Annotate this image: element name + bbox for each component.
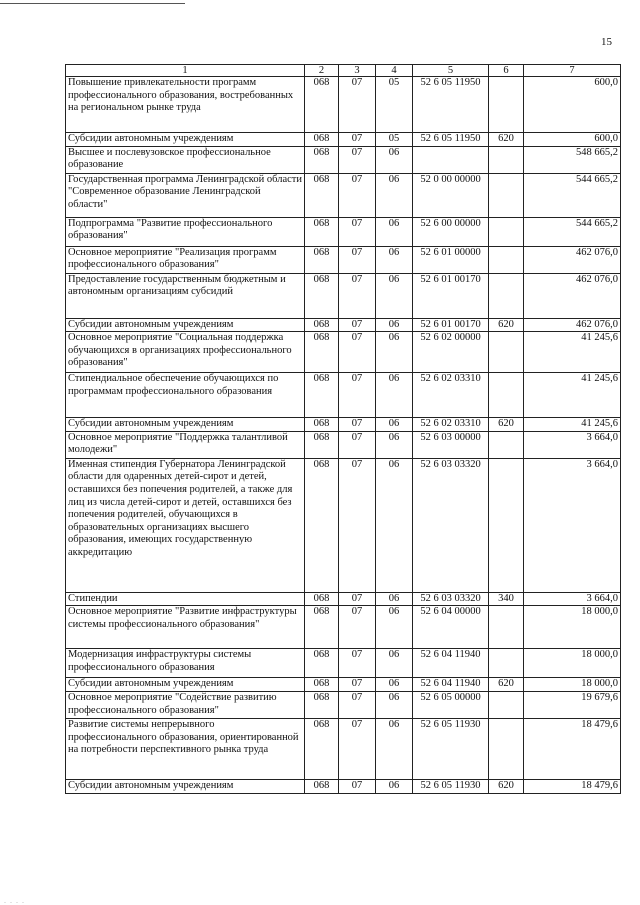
target-article-cell: 52 6 05 11950 — [413, 133, 489, 147]
column-header: 3 — [339, 65, 376, 77]
target-article-cell: 52 6 02 03310 — [413, 418, 489, 432]
expense-type-cell: 340 — [489, 592, 524, 606]
expense-type-cell: 620 — [489, 779, 524, 793]
expense-type-cell: 620 — [489, 678, 524, 692]
target-article-cell: 52 6 04 00000 — [413, 606, 489, 649]
row-name-cell: Субсидии автономным учреждениям — [66, 318, 305, 332]
column-header: 2 — [305, 65, 339, 77]
section-code-cell: 07 — [339, 246, 376, 273]
section-code-cell: 07 — [339, 779, 376, 793]
target-article-cell — [413, 146, 489, 173]
row-name-cell: Подпрограмма "Развитие профессионального образования" — [66, 217, 305, 246]
scan-artifact: . . . . — [4, 896, 25, 905]
row-name-cell: Модернизация инфраструктуры системы профессионального образования — [66, 649, 305, 678]
section-code-cell: 07 — [339, 217, 376, 246]
expense-type-cell: 620 — [489, 318, 524, 332]
table-row — [66, 458, 621, 592]
row-name-cell: Основное мероприятие "Социальная поддержка обучающихся в организациях профессионального образования" — [66, 332, 305, 373]
ministry-code-cell: 068 — [305, 691, 339, 718]
amount-cell: 548 665,2 — [524, 146, 621, 173]
expense-type-cell — [489, 373, 524, 418]
expense-type-cell — [489, 691, 524, 718]
column-header: 6 — [489, 65, 524, 77]
subsection-code-cell: 06 — [376, 718, 413, 779]
amount-cell: 3 664,0 — [524, 458, 621, 592]
subsection-code-cell: 05 — [376, 77, 413, 133]
target-article-cell: 52 0 00 00000 — [413, 173, 489, 217]
row-name-cell: Повышение привлекательности программ профессионального образования, востребованных на региональном рынке труда — [66, 77, 305, 133]
amount-cell: 41 245,6 — [524, 418, 621, 432]
row-name-cell: Субсидии автономным учреждениям — [66, 418, 305, 432]
target-article-cell: 52 6 03 03320 — [413, 592, 489, 606]
target-article-cell: 52 6 01 00170 — [413, 318, 489, 332]
target-article-cell: 52 6 02 03310 — [413, 373, 489, 418]
table-row — [66, 318, 621, 332]
ministry-code-cell: 068 — [305, 332, 339, 373]
section-code-cell: 07 — [339, 649, 376, 678]
table-row — [66, 592, 621, 606]
ministry-code-cell: 068 — [305, 458, 339, 592]
expense-type-cell — [489, 458, 524, 592]
ministry-code-cell: 068 — [305, 418, 339, 432]
table-row — [66, 373, 621, 418]
expense-type-cell — [489, 649, 524, 678]
amount-cell: 19 679,6 — [524, 691, 621, 718]
row-name-cell: Основное мероприятие "Содействие развитию профессионального образования" — [66, 691, 305, 718]
expense-type-cell — [489, 606, 524, 649]
top-rule — [0, 3, 185, 4]
ministry-code-cell: 068 — [305, 606, 339, 649]
section-code-cell: 07 — [339, 718, 376, 779]
amount-cell: 18 000,0 — [524, 649, 621, 678]
ministry-code-cell: 068 — [305, 779, 339, 793]
amount-cell: 18 479,6 — [524, 718, 621, 779]
table-row — [66, 678, 621, 692]
row-name-cell: Государственная программа Ленинградской области "Современное образование Ленинградской области" — [66, 173, 305, 217]
table-row — [66, 77, 621, 133]
row-name-cell: Стипендии — [66, 592, 305, 606]
section-code-cell: 07 — [339, 458, 376, 592]
amount-cell: 462 076,0 — [524, 246, 621, 273]
amount-cell: 41 245,6 — [524, 373, 621, 418]
amount-cell: 544 665,2 — [524, 217, 621, 246]
subsection-code-cell: 05 — [376, 133, 413, 147]
table-row — [66, 418, 621, 432]
row-name-cell: Субсидии автономным учреждениям — [66, 133, 305, 147]
section-code-cell: 07 — [339, 431, 376, 458]
amount-cell: 3 664,0 — [524, 592, 621, 606]
amount-cell: 600,0 — [524, 77, 621, 133]
amount-cell: 462 076,0 — [524, 318, 621, 332]
amount-cell: 18 000,0 — [524, 678, 621, 692]
ministry-code-cell: 068 — [305, 173, 339, 217]
table-row — [66, 146, 621, 173]
amount-cell: 41 245,6 — [524, 332, 621, 373]
amount-cell: 462 076,0 — [524, 273, 621, 318]
subsection-code-cell: 06 — [376, 217, 413, 246]
expense-type-cell: 620 — [489, 418, 524, 432]
page-number: 15 — [601, 36, 612, 48]
ministry-code-cell: 068 — [305, 246, 339, 273]
row-name-cell: Развитие системы непрерывного профессионального образования, ориентированной на потребности перспективного рынка труда — [66, 718, 305, 779]
section-code-cell: 07 — [339, 146, 376, 173]
ministry-code-cell: 068 — [305, 592, 339, 606]
table-row — [66, 332, 621, 373]
row-name-cell: Субсидии автономным учреждениям — [66, 678, 305, 692]
table-row — [66, 246, 621, 273]
section-code-cell: 07 — [339, 332, 376, 373]
row-name-cell: Предоставление государственным бюджетным и автономным организациям субсидий — [66, 273, 305, 318]
target-article-cell: 52 6 03 03320 — [413, 458, 489, 592]
column-header: 4 — [376, 65, 413, 77]
subsection-code-cell: 06 — [376, 146, 413, 173]
ministry-code-cell: 068 — [305, 678, 339, 692]
ministry-code-cell: 068 — [305, 273, 339, 318]
section-code-cell: 07 — [339, 606, 376, 649]
section-code-cell: 07 — [339, 173, 376, 217]
header-row — [66, 65, 621, 77]
amount-cell: 18 479,6 — [524, 779, 621, 793]
section-code-cell: 07 — [339, 318, 376, 332]
subsection-code-cell: 06 — [376, 649, 413, 678]
ministry-code-cell: 068 — [305, 318, 339, 332]
amount-cell: 544 665,2 — [524, 173, 621, 217]
expense-type-cell — [489, 332, 524, 373]
amount-cell: 600,0 — [524, 133, 621, 147]
subsection-code-cell: 06 — [376, 606, 413, 649]
expense-type-cell — [489, 173, 524, 217]
expense-type-cell — [489, 431, 524, 458]
row-name-cell: Высшее и послевузовское профессиональное образование — [66, 146, 305, 173]
subsection-code-cell: 06 — [376, 373, 413, 418]
subsection-code-cell: 06 — [376, 318, 413, 332]
section-code-cell: 07 — [339, 418, 376, 432]
ministry-code-cell: 068 — [305, 146, 339, 173]
section-code-cell: 07 — [339, 77, 376, 133]
ministry-code-cell: 068 — [305, 718, 339, 779]
row-name-cell: Стипендиальное обеспечение обучающихся по программам профессионального образования — [66, 373, 305, 418]
target-article-cell: 52 6 01 00000 — [413, 246, 489, 273]
table-row — [66, 431, 621, 458]
table-row — [66, 273, 621, 318]
subsection-code-cell: 06 — [376, 246, 413, 273]
section-code-cell: 07 — [339, 273, 376, 318]
column-header: 5 — [413, 65, 489, 77]
subsection-code-cell: 06 — [376, 458, 413, 592]
ministry-code-cell: 068 — [305, 373, 339, 418]
budget-table — [65, 64, 621, 794]
section-code-cell: 07 — [339, 133, 376, 147]
target-article-cell: 52 6 05 11950 — [413, 77, 489, 133]
target-article-cell: 52 6 02 00000 — [413, 332, 489, 373]
expense-type-cell — [489, 146, 524, 173]
subsection-code-cell: 06 — [376, 592, 413, 606]
target-article-cell: 52 6 05 00000 — [413, 691, 489, 718]
table-row — [66, 718, 621, 779]
target-article-cell: 52 6 04 11940 — [413, 678, 489, 692]
row-name-cell: Субсидии автономным учреждениям — [66, 779, 305, 793]
target-article-cell: 52 6 01 00170 — [413, 273, 489, 318]
section-code-cell: 07 — [339, 691, 376, 718]
column-header: 1 — [66, 65, 305, 77]
ministry-code-cell: 068 — [305, 217, 339, 246]
target-article-cell: 52 6 05 11930 — [413, 779, 489, 793]
subsection-code-cell: 06 — [376, 678, 413, 692]
target-article-cell: 52 6 00 00000 — [413, 217, 489, 246]
row-name-cell: Основное мероприятие "Развитие инфраструктуры системы профессионального образования" — [66, 606, 305, 649]
target-article-cell: 52 6 03 00000 — [413, 431, 489, 458]
ministry-code-cell: 068 — [305, 431, 339, 458]
table-row — [66, 133, 621, 147]
row-name-cell: Именная стипендия Губернатора Ленинградской области для одаренных детей-сирот и детей, оставшихся без попечения родителей, а также для лиц из числа детей-сирот и детей, оставшихся без попечения родителей, обучающихся в образовательных организациях высшего образования, имеющих государственную аккредитацию — [66, 458, 305, 592]
column-header: 7 — [524, 65, 621, 77]
section-code-cell: 07 — [339, 373, 376, 418]
expense-type-cell — [489, 246, 524, 273]
subsection-code-cell: 06 — [376, 691, 413, 718]
row-name-cell: Основное мероприятие "Реализация программ профессионального образования" — [66, 246, 305, 273]
table-row — [66, 173, 621, 217]
expense-type-cell — [489, 273, 524, 318]
expense-type-cell — [489, 217, 524, 246]
row-name-cell: Основное мероприятие "Поддержка талантливой молодежи" — [66, 431, 305, 458]
expense-type-cell — [489, 718, 524, 779]
amount-cell: 3 664,0 — [524, 431, 621, 458]
expense-type-cell — [489, 77, 524, 133]
table-row — [66, 649, 621, 678]
table-row — [66, 779, 621, 793]
table-row — [66, 691, 621, 718]
subsection-code-cell: 06 — [376, 273, 413, 318]
target-article-cell: 52 6 04 11940 — [413, 649, 489, 678]
amount-cell: 18 000,0 — [524, 606, 621, 649]
section-code-cell: 07 — [339, 678, 376, 692]
subsection-code-cell: 06 — [376, 173, 413, 217]
subsection-code-cell: 06 — [376, 418, 413, 432]
subsection-code-cell: 06 — [376, 779, 413, 793]
ministry-code-cell: 068 — [305, 133, 339, 147]
target-article-cell: 52 6 05 11930 — [413, 718, 489, 779]
ministry-code-cell: 068 — [305, 649, 339, 678]
table-row — [66, 606, 621, 649]
section-code-cell: 07 — [339, 592, 376, 606]
ministry-code-cell: 068 — [305, 77, 339, 133]
table-row — [66, 217, 621, 246]
subsection-code-cell: 06 — [376, 431, 413, 458]
subsection-code-cell: 06 — [376, 332, 413, 373]
expense-type-cell: 620 — [489, 133, 524, 147]
